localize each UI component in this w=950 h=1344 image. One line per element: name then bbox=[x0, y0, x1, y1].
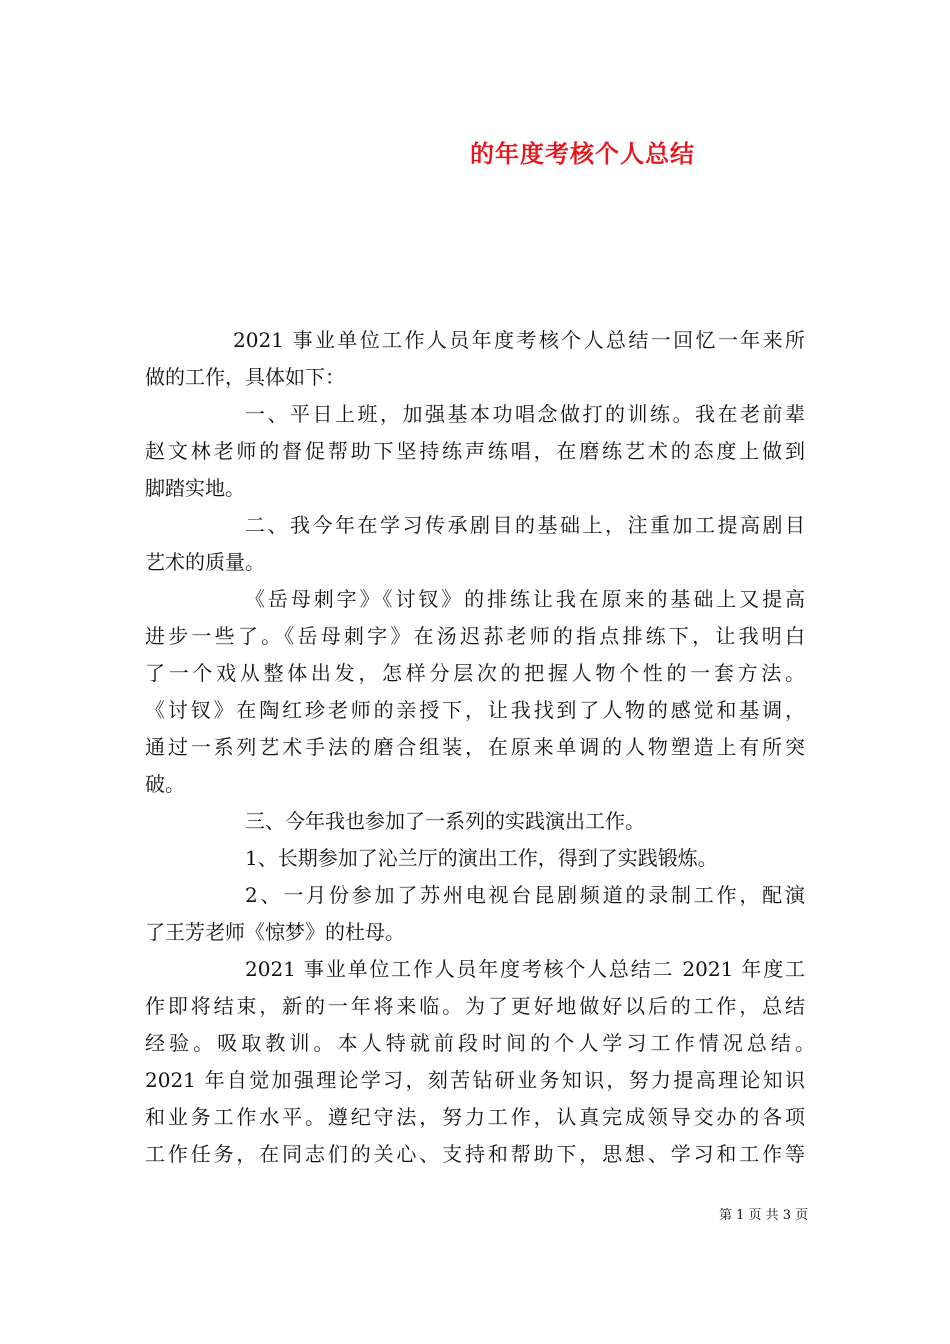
paragraph-line: 2021 事业单位工作人员年度考核个人总结二 2021 年度工 bbox=[245, 957, 805, 981]
paragraph-line: 作即将结束，新的一年将来临。为了更好地做好以后的工作，总结 bbox=[145, 994, 805, 1018]
paragraph-line: 经验。吸取教训。本人特就前段时间的个人学习工作情况总结。 bbox=[145, 1031, 815, 1055]
paragraph-line: 了王芳老师《惊梦》的杜母。 bbox=[145, 920, 405, 944]
document-title: 的年度考核个人总结 bbox=[470, 139, 695, 168]
paragraph-line: 一、平日上班，加强基本功唱念做打的训练。我在老前辈 bbox=[245, 402, 805, 426]
paragraph-line: 三、今年我也参加了一系列的实践演出工作。 bbox=[245, 809, 645, 833]
paragraph-line: 1、长期参加了沁兰厅的演出工作，得到了实践锻炼。 bbox=[245, 846, 718, 870]
paragraph-line: 《岳母刺字》《讨钗》的排练让我在原来的基础上又提高 bbox=[245, 587, 805, 611]
page-number: 第 1 页 共 3 页 bbox=[719, 1208, 809, 1223]
paragraph-line: 二、我今年在学习传承剧目的基础上，注重加工提高剧目 bbox=[245, 513, 805, 537]
paragraph-line: 工作任务，在同志们的关心、支持和帮助下，思想、学习和工作等 bbox=[145, 1142, 805, 1166]
paragraph-line: 脚踏实地。 bbox=[145, 476, 245, 500]
paragraph-line: 和业务工作水平。遵纪守法，努力工作，认真完成领导交办的各项 bbox=[145, 1105, 805, 1129]
paragraph-line: 2、一月份参加了苏州电视台昆剧频道的录制工作，配演 bbox=[245, 883, 805, 907]
document-body bbox=[145, 322, 815, 1173]
paragraph-line: 做的工作，具体如下： bbox=[145, 365, 345, 389]
paragraph-line: 艺术的质量。 bbox=[145, 550, 265, 574]
paragraph-line: 《讨钗》在陶红珍老师的亲授下，让我找到了人物的感觉和基调， bbox=[145, 698, 805, 722]
paragraph-line: 通过一系列艺术手法的磨合组装，在原来单调的人物塑造上有所突 bbox=[145, 735, 805, 759]
paragraph-line: 2021 事业单位工作人员年度考核个人总结一回忆一年来所 bbox=[233, 328, 805, 352]
paragraph-line: 破。 bbox=[145, 772, 185, 796]
paragraph-line: 2021 年自觉加强理论学习，刻苦钻研业务知识，努力提高理论知识 bbox=[145, 1068, 805, 1092]
paragraph-line: 赵文林老师的督促帮助下坚持练声练唱，在磨练艺术的态度上做到 bbox=[145, 439, 805, 463]
paragraph-line: 了一个戏从整体出发，怎样分层次的把握人物个性的一套方法。 bbox=[145, 661, 805, 685]
paragraph-line: 进步一些了。《岳母刺字》在汤迟荪老师的指点排练下，让我明白 bbox=[145, 624, 805, 648]
